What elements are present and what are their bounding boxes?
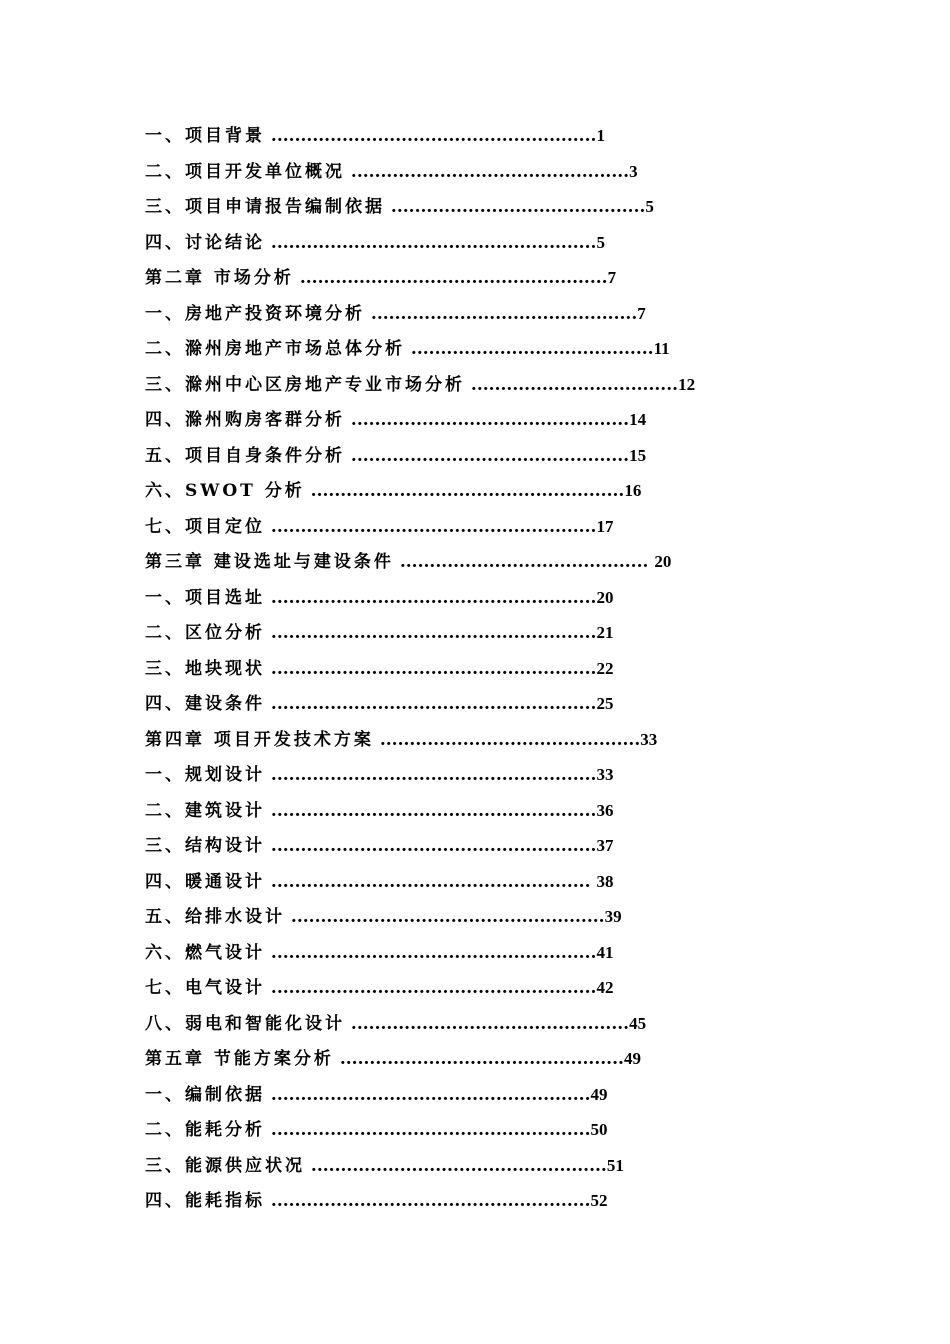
toc-leader: ....................................................... (265, 658, 597, 679)
toc-title: 二、项目开发单位概况 (145, 161, 345, 182)
toc-entry[interactable] (145, 1183, 845, 1219)
toc-entry[interactable] (145, 154, 845, 190)
toc-leader: ............................................ (373, 729, 641, 750)
toc-title: 五、给排水设计 (145, 907, 285, 927)
toc-title: 三、地块现状 (145, 658, 265, 679)
toc-page-number: 49 (623, 1049, 641, 1068)
toc-title: 一、项目背景 (145, 126, 265, 146)
toc-entry[interactable] (145, 1077, 845, 1113)
toc-entry[interactable] (145, 225, 845, 261)
toc-leader: ....................................................... (265, 800, 597, 821)
toc-title: 一、项目选址 (145, 587, 265, 608)
toc-page-number: 49 (590, 1084, 608, 1104)
toc-page-number: 5 (596, 232, 605, 252)
toc-title: 一、规划设计 (145, 765, 265, 785)
toc-entry[interactable] (145, 757, 845, 793)
toc-leader: ....................................................... (265, 765, 597, 785)
toc-title: 四、能耗指标 (145, 1191, 265, 1211)
toc-page-number: 33 (640, 729, 658, 749)
toc-page-number: 12 (678, 374, 696, 394)
toc-chapter-entry[interactable] (145, 544, 845, 580)
toc-entry[interactable] (145, 864, 845, 900)
toc-page-number: 17 (596, 516, 614, 536)
toc-entry[interactable] (145, 935, 845, 971)
toc-page-number: 1 (596, 126, 605, 145)
table-of-contents (145, 118, 845, 1219)
toc-page-number: 3 (629, 161, 638, 181)
toc-title: 四、暖通设计 (145, 871, 265, 892)
toc-entry[interactable] (145, 189, 845, 225)
toc-leader: ............................................... (345, 1013, 630, 1034)
toc-title: 二、能耗分析 (145, 1120, 265, 1140)
toc-entry[interactable] (145, 970, 845, 1006)
toc-page-number: 45 (629, 1013, 647, 1033)
toc-leader: .......................................... (393, 552, 655, 572)
toc-leader: .................................................... (293, 268, 608, 288)
toc-page-number: 33 (596, 765, 614, 784)
toc-page-number: 22 (596, 658, 614, 678)
toc-title: 二、建筑设计 (145, 800, 265, 821)
toc-page-number: 15 (629, 445, 647, 465)
toc-page-number: 20 (654, 552, 672, 571)
toc-page-number: 38 (596, 871, 614, 891)
toc-title: 六、燃气设计 (145, 942, 265, 963)
toc-title: 四、滁州购房客群分析 (145, 410, 345, 430)
toc-page-number: 14 (629, 410, 647, 429)
toc-leader: ............................................... (345, 410, 630, 430)
toc-title: 一、房地产投资环境分析 (145, 303, 365, 324)
toc-title: 第五章 节能方案分析 (145, 1049, 334, 1069)
toc-leader: ....................................................... (265, 623, 597, 643)
toc-leader: ....................................................... (265, 942, 597, 963)
toc-page-number: 7 (637, 303, 646, 323)
toc-leader: ................................... (465, 374, 679, 395)
toc-title: 三、项目申请报告编制依据 (145, 197, 385, 217)
toc-entry[interactable] (145, 1006, 845, 1042)
toc-title: 七、项目定位 (145, 516, 265, 537)
toc-page-number: 51 (606, 1155, 624, 1175)
toc-leader: ...................................................... (265, 1084, 591, 1105)
toc-title: 四、讨论结论 (145, 232, 265, 253)
toc-entry[interactable] (145, 1148, 845, 1184)
toc-entry[interactable] (145, 828, 845, 864)
toc-entry[interactable] (145, 331, 845, 367)
toc-leader: ....................................................... (265, 978, 597, 998)
toc-entry[interactable] (145, 509, 845, 545)
toc-title: 三、结构设计 (145, 836, 265, 856)
toc-page-number: 20 (596, 587, 614, 607)
toc-title: 四、建设条件 (145, 694, 265, 714)
toc-title: 三、滁州中心区房地产专业市场分析 (145, 374, 465, 395)
toc-leader: ......................................... (405, 339, 654, 359)
toc-chapter-entry[interactable] (145, 1041, 845, 1077)
toc-leader: .................................................. (305, 1155, 607, 1176)
toc-entry[interactable] (145, 615, 845, 651)
toc-leader: ..................................................... (304, 481, 625, 501)
toc-chapter-entry[interactable] (145, 722, 845, 758)
toc-leader: ...................................................... (265, 871, 597, 892)
toc-entry[interactable] (145, 402, 845, 438)
toc-page-number: 21 (596, 623, 614, 642)
toc-entry[interactable] (145, 473, 845, 509)
toc-leader: ................................................ (333, 1049, 624, 1069)
toc-entry[interactable] (145, 899, 845, 935)
toc-leader: ....................................................... (265, 694, 597, 714)
toc-leader: ...................................................... (265, 1191, 591, 1211)
toc-chapter-entry[interactable] (145, 260, 845, 296)
toc-leader: ....................................................... (265, 587, 597, 608)
toc-page-number: 36 (596, 800, 614, 820)
toc-title: 三、能源供应状况 (145, 1155, 305, 1176)
toc-leader: ...................................................... (265, 1120, 591, 1140)
toc-leader: ....................................................... (265, 126, 597, 146)
toc-leader: ....................................................... (265, 516, 597, 537)
toc-entry[interactable] (145, 367, 845, 403)
toc-title: 第三章 建设选址与建设条件 (145, 552, 394, 572)
toc-page-number: 42 (596, 978, 614, 997)
toc-page-number: 5 (645, 197, 654, 216)
toc-leader: ............................................. (365, 303, 638, 324)
toc-title: 第四章 项目开发技术方案 (145, 729, 374, 750)
toc-leader: ....................................................... (265, 836, 597, 856)
toc-leader: ....................................................... (265, 232, 597, 253)
toc-entry[interactable] (145, 296, 845, 332)
toc-page-number: 7 (607, 268, 617, 287)
toc-entry[interactable] (145, 793, 845, 829)
toc-page-number: 50 (590, 1120, 608, 1139)
toc-entry[interactable] (145, 686, 845, 722)
toc-title: 八、弱电和智能化设计 (145, 1013, 345, 1034)
toc-title: 二、滁州房地产市场总体分析 (145, 339, 405, 359)
toc-leader: ............................................... (345, 161, 630, 182)
toc-page-number: 41 (596, 942, 614, 962)
toc-page-number: 11 (653, 339, 670, 358)
toc-page-number: 16 (624, 481, 642, 500)
toc-entry[interactable] (145, 438, 845, 474)
toc-title: 六、SWOT 分析 (145, 481, 305, 501)
toc-entry[interactable] (145, 1112, 845, 1148)
toc-title: 二、区位分析 (145, 623, 265, 643)
toc-page-number: 25 (596, 694, 614, 713)
toc-entry[interactable] (145, 580, 845, 616)
toc-title: 一、编制依据 (145, 1084, 265, 1105)
toc-page-number: 37 (596, 836, 614, 855)
toc-title: 七、电气设计 (145, 978, 265, 998)
toc-page-number: 52 (590, 1191, 608, 1210)
toc-title: 第二章 市场分析 (145, 268, 294, 288)
toc-leader: ........................................... (385, 197, 646, 217)
toc-leader: ............................................... (345, 445, 630, 466)
toc-page-number: 39 (604, 907, 622, 926)
toc-entry[interactable] (145, 118, 845, 154)
toc-entry[interactable] (145, 651, 845, 687)
toc-title: 五、项目自身条件分析 (145, 445, 345, 466)
toc-leader: ..................................................... (285, 907, 605, 927)
